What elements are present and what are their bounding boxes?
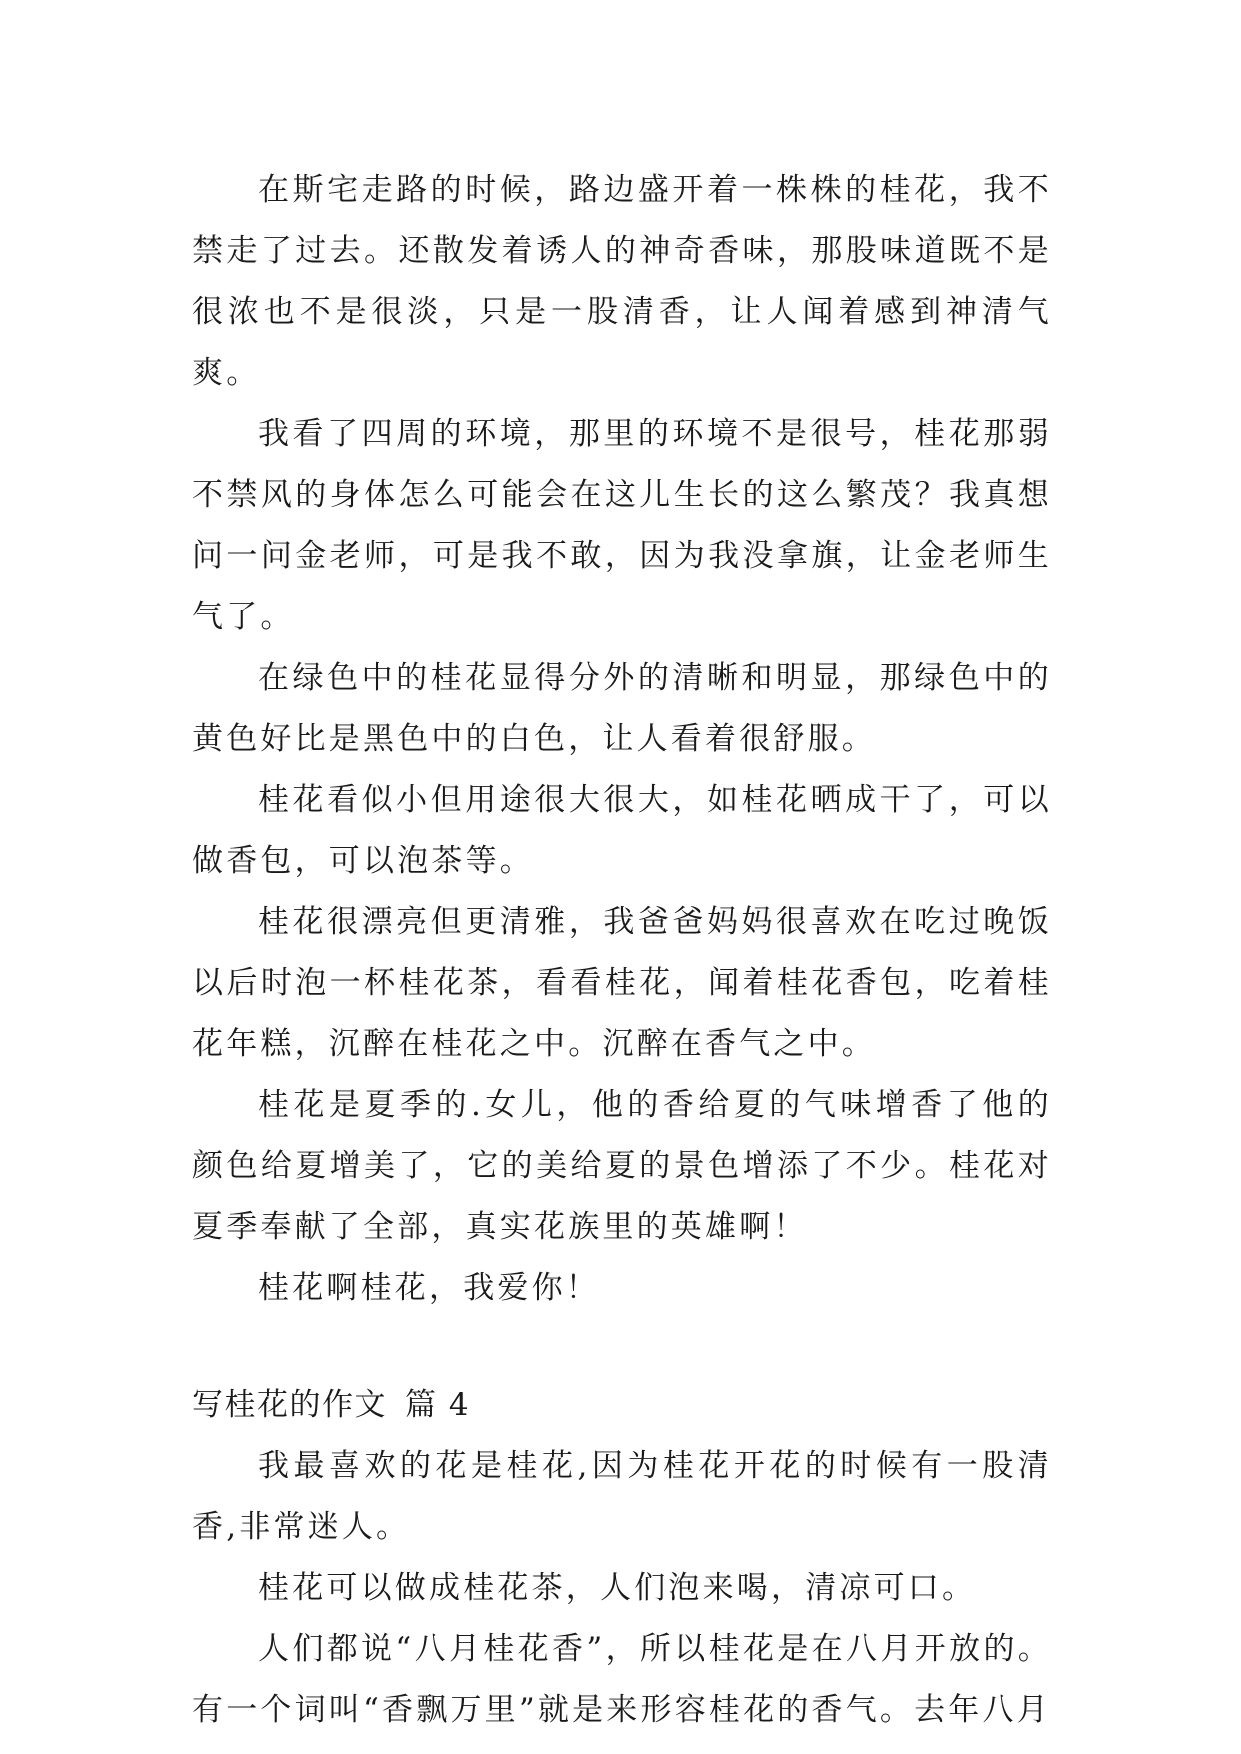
paragraph: 桂花是夏季的.女儿，他的香给夏的气味增香了他的颜色给夏增美了，它的美给夏的景色增添了不少。桂花对夏季奉献了全部，真实花族里的英雄啊！ (192, 1087, 1052, 1245)
document-page (192, 160, 1052, 1741)
section-title: 写桂花的作文 (192, 1387, 387, 1423)
section-label: 篇 4 (405, 1387, 471, 1423)
paragraph: 桂花可以做成桂花茶，人们泡来喝，清凉可口。 (258, 1570, 977, 1606)
section-heading (192, 1375, 1052, 1436)
paragraph: 我最喜欢的花是桂花,因为桂花开花的时候有一股清香,非常迷人。 (192, 1448, 1052, 1545)
paragraph: 桂花很漂亮但更清雅，我爸爸妈妈很喜欢在吃过晚饭以后时泡一杯桂花茶，看看桂花，闻着桂花香包，吃着桂花年糕，沉醉在桂花之中。沉醉在香气之中。 (192, 904, 1052, 1062)
paragraph: 在绿色中的桂花显得分外的清晰和明显，那绿色中的黄色好比是黑色中的白色，让人看着很舒服。 (192, 660, 1052, 757)
paragraph: 我看了四周的环境，那里的环境不是很号，桂花那弱不禁风的身体怎么可能会在这儿生长的这么繁茂？我真想问一问金老师，可是我不敢，因为我没拿旗，让金老师生气了。 (192, 416, 1052, 635)
paragraph: 人们都说“八月桂花香”，所以桂花是在八月开放的。有一个词叫“香飘万里”就是来形容桂花的香气。去年八月 (192, 1631, 1052, 1728)
paragraph: 在斯宅走路的时候，路边盛开着一株株的桂花，我不禁走了过去。还散发着诱人的神奇香味，那股味道既不是很浓也不是很淡，只是一股清香，让人闻着感到神清气爽。 (192, 172, 1052, 391)
paragraph: 桂花啊桂花，我爱你！ (258, 1270, 600, 1306)
paragraph: 桂花看似小但用途很大很大，如桂花晒成干了，可以做香包，可以泡茶等。 (192, 782, 1052, 879)
